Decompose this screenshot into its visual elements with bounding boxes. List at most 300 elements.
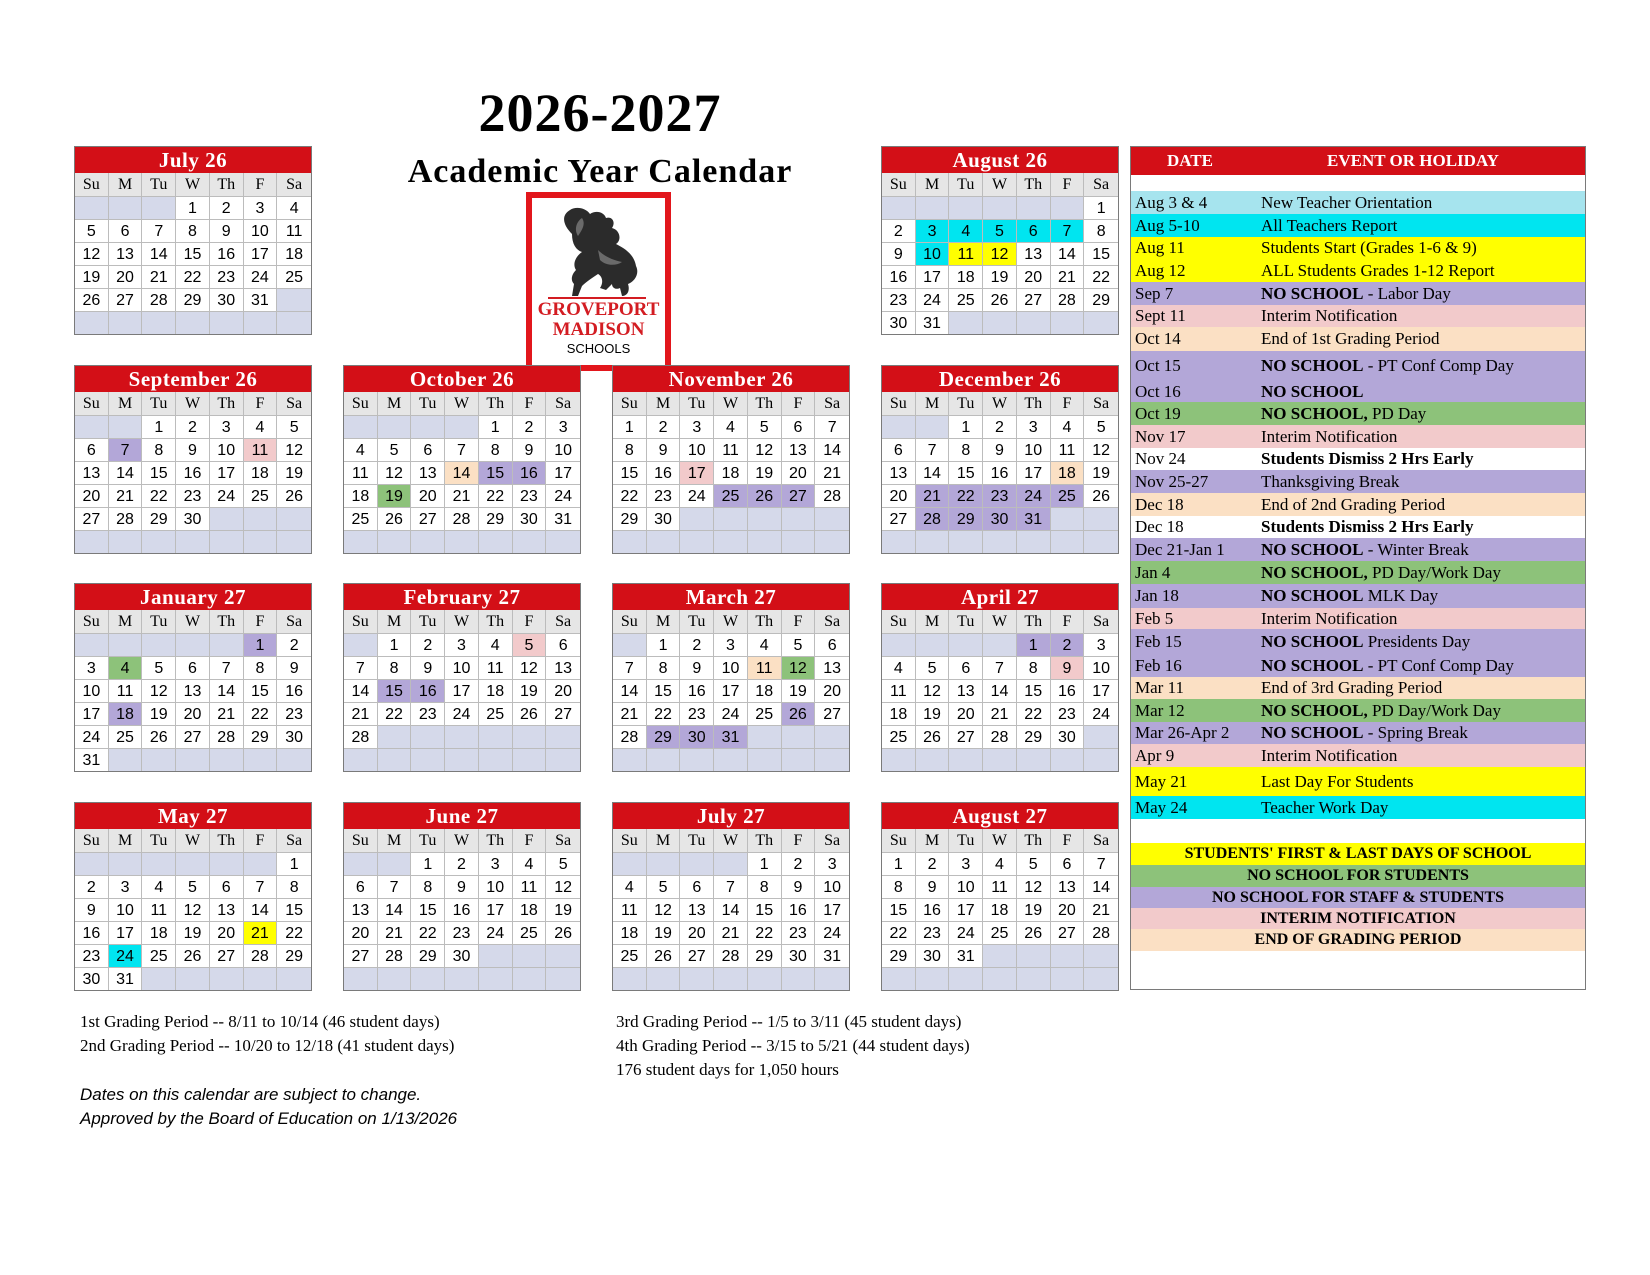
empty-day-cell: [75, 415, 109, 438]
empty-day-cell: [142, 530, 176, 553]
legend-event-text: [1261, 699, 1501, 722]
legend-event-text: [1261, 584, 1438, 608]
empty-day-cell: [613, 967, 647, 990]
month-calendar: [74, 365, 312, 554]
empty-day-cell: [916, 196, 950, 219]
day-cell: 9: [210, 219, 244, 242]
legend-event-emphasis: NO SCHOOL,: [1261, 701, 1368, 720]
empty-day-cell: [445, 967, 479, 990]
empty-day-cell: [210, 311, 244, 334]
legend-event-text: [1261, 608, 1397, 629]
day-cell: 7: [714, 875, 748, 898]
empty-day-cell: [142, 748, 176, 771]
day-cell: 14: [378, 898, 412, 921]
day-cell: 27: [1017, 288, 1051, 311]
empty-day-cell: [613, 633, 647, 656]
day-cell: 6: [109, 219, 143, 242]
day-cell: 2: [680, 633, 714, 656]
empty-day-cell: [411, 725, 445, 748]
empty-day-cell: [882, 415, 916, 438]
day-cell: 10: [479, 875, 513, 898]
day-cell: 7: [109, 438, 143, 461]
day-cell: 6: [546, 633, 580, 656]
day-cell: 2: [647, 415, 681, 438]
day-cell: 26: [378, 507, 412, 530]
empty-day-cell: [748, 748, 782, 771]
month-grid: [882, 610, 1118, 771]
legend-event-row: [1131, 327, 1585, 351]
empty-day-cell: [916, 633, 950, 656]
day-cell: 15: [647, 679, 681, 702]
weekday-header: Su: [882, 173, 916, 196]
day-cell: 26: [916, 725, 950, 748]
day-cell: 9: [513, 438, 547, 461]
day-cell: 25: [513, 921, 547, 944]
day-cell: 18: [142, 921, 176, 944]
day-cell: 17: [949, 898, 983, 921]
day-cell: 23: [647, 484, 681, 507]
legend-event-label: - PT Conf Comp Day: [1363, 656, 1514, 675]
day-cell: 8: [411, 875, 445, 898]
day-cell: 24: [1017, 484, 1051, 507]
day-cell: 19: [142, 702, 176, 725]
day-cell: 7: [1051, 219, 1085, 242]
day-cell: 5: [176, 875, 210, 898]
day-cell: 28: [916, 507, 950, 530]
legend-event-date: Aug 12: [1135, 261, 1186, 280]
month-grid: [882, 173, 1118, 334]
weekday-header: M: [916, 392, 950, 415]
day-cell: 8: [949, 438, 983, 461]
legend-event-label: - Spring Break: [1363, 723, 1468, 742]
weekday-header: F: [244, 829, 278, 852]
empty-day-cell: [244, 507, 278, 530]
legend-event-emphasis: NO SCHOOL: [1261, 382, 1364, 401]
empty-day-cell: [546, 725, 580, 748]
day-cell: 1: [244, 633, 278, 656]
weekday-header: Tu: [949, 610, 983, 633]
day-cell: 6: [210, 875, 244, 898]
school-logo: [526, 192, 671, 371]
legend-event-row: [1131, 608, 1585, 629]
legend-event-text: [1261, 767, 1414, 796]
day-cell: 5: [378, 438, 412, 461]
day-cell: 20: [176, 702, 210, 725]
day-cell: 17: [479, 898, 513, 921]
day-cell: 26: [782, 702, 816, 725]
day-cell: 11: [244, 438, 278, 461]
weekday-header: Th: [210, 173, 244, 196]
month-calendar: [612, 583, 850, 772]
day-cell: 21: [613, 702, 647, 725]
day-cell: 2: [513, 415, 547, 438]
empty-day-cell: [983, 196, 1017, 219]
day-cell: 29: [479, 507, 513, 530]
legend-event-text: [1261, 259, 1495, 282]
weekday-header: Tu: [680, 610, 714, 633]
day-cell: 12: [916, 679, 950, 702]
legend-event-emphasis: NO SCHOOL,: [1261, 563, 1368, 582]
weekday-header: M: [109, 392, 143, 415]
empty-day-cell: [782, 748, 816, 771]
empty-day-cell: [916, 530, 950, 553]
empty-day-cell: [647, 748, 681, 771]
day-cell: 23: [411, 702, 445, 725]
weekday-header: W: [983, 173, 1017, 196]
empty-day-cell: [949, 967, 983, 990]
day-cell: 3: [445, 633, 479, 656]
legend-color-key: INTERIM NOTIFICATION: [1131, 908, 1585, 930]
day-cell: 15: [748, 898, 782, 921]
day-cell: 9: [277, 656, 311, 679]
month-grid: [613, 829, 849, 990]
day-cell: 23: [445, 921, 479, 944]
legend-event-text: [1261, 744, 1397, 767]
legend-event-row: [1131, 516, 1585, 538]
logo-text-schools: SCHOOLS: [566, 341, 631, 356]
weekday-header: Th: [210, 829, 244, 852]
empty-day-cell: [546, 944, 580, 967]
day-cell: 24: [815, 921, 849, 944]
legend-event-emphasis: NO SCHOOL: [1261, 656, 1364, 675]
weekday-header: W: [983, 610, 1017, 633]
day-cell: 14: [1084, 875, 1118, 898]
day-cell: 29: [882, 944, 916, 967]
day-cell: 22: [647, 702, 681, 725]
day-cell: 16: [782, 898, 816, 921]
day-cell: 24: [75, 725, 109, 748]
weekday-header: F: [782, 829, 816, 852]
legend-event-text: [1261, 561, 1501, 584]
day-cell: 7: [445, 438, 479, 461]
weekday-header: Sa: [1084, 829, 1118, 852]
day-cell: 9: [782, 875, 816, 898]
day-cell: 3: [949, 852, 983, 875]
day-cell: 12: [513, 656, 547, 679]
day-cell: 2: [445, 852, 479, 875]
legend-event-row: [1131, 796, 1585, 819]
month-title: December 26: [882, 366, 1118, 392]
day-cell: 7: [1084, 852, 1118, 875]
day-cell: 14: [344, 679, 378, 702]
day-cell: 3: [109, 875, 143, 898]
month-title: August 27: [882, 803, 1118, 829]
weekday-header: Tu: [411, 610, 445, 633]
day-cell: 20: [546, 679, 580, 702]
empty-day-cell: [344, 415, 378, 438]
day-cell: 29: [277, 944, 311, 967]
legend-event-row: [1131, 259, 1585, 282]
weekday-header: F: [513, 829, 547, 852]
day-cell: 16: [210, 242, 244, 265]
day-cell: 3: [244, 196, 278, 219]
empty-day-cell: [748, 725, 782, 748]
day-cell: 20: [1051, 898, 1085, 921]
day-cell: 19: [916, 702, 950, 725]
day-cell: 23: [983, 484, 1017, 507]
legend-event-label: End of 3rd Grading Period: [1261, 678, 1443, 697]
day-cell: 25: [748, 702, 782, 725]
day-cell: 29: [613, 507, 647, 530]
day-cell: 22: [277, 921, 311, 944]
weekday-header: Su: [613, 610, 647, 633]
day-cell: 22: [479, 484, 513, 507]
day-cell: 20: [949, 702, 983, 725]
day-cell: 13: [882, 461, 916, 484]
empty-day-cell: [378, 415, 412, 438]
empty-day-cell: [378, 852, 412, 875]
day-cell: 2: [210, 196, 244, 219]
day-cell: 11: [142, 898, 176, 921]
month-calendar: [881, 146, 1119, 335]
weekday-header: Su: [882, 610, 916, 633]
legend-event-date: Sept 11: [1135, 306, 1186, 325]
empty-day-cell: [815, 530, 849, 553]
day-cell: 16: [983, 461, 1017, 484]
day-cell: 31: [546, 507, 580, 530]
day-cell: 8: [142, 438, 176, 461]
weekday-header: Su: [882, 829, 916, 852]
empty-day-cell: [176, 530, 210, 553]
day-cell: 24: [210, 484, 244, 507]
empty-day-cell: [916, 748, 950, 771]
weekday-header: Th: [210, 610, 244, 633]
day-cell: 21: [344, 702, 378, 725]
day-cell: 25: [882, 725, 916, 748]
day-cell: 19: [277, 461, 311, 484]
day-cell: 11: [613, 898, 647, 921]
empty-day-cell: [815, 748, 849, 771]
empty-day-cell: [680, 748, 714, 771]
day-cell: 19: [647, 921, 681, 944]
day-cell: 29: [748, 944, 782, 967]
day-cell: 14: [109, 461, 143, 484]
month-title: April 27: [882, 584, 1118, 610]
day-cell: 23: [513, 484, 547, 507]
legend-event-text: [1261, 722, 1468, 744]
day-cell: 11: [109, 679, 143, 702]
month-title: September 26: [75, 366, 311, 392]
day-cell: 21: [210, 702, 244, 725]
day-cell: 28: [210, 725, 244, 748]
weekday-header: Tu: [680, 829, 714, 852]
empty-day-cell: [546, 748, 580, 771]
day-cell: 28: [378, 944, 412, 967]
legend-event-row: [1131, 402, 1585, 425]
day-cell: 18: [714, 461, 748, 484]
day-cell: 3: [714, 633, 748, 656]
legend-event-row: [1131, 282, 1585, 305]
day-cell: 22: [613, 484, 647, 507]
day-cell: 17: [1084, 679, 1118, 702]
day-cell: 26: [748, 484, 782, 507]
empty-day-cell: [1084, 725, 1118, 748]
legend-event-label: Presidents Day: [1363, 632, 1471, 651]
month-grid: [75, 392, 311, 553]
empty-day-cell: [142, 967, 176, 990]
weekday-header: Tu: [142, 610, 176, 633]
day-cell: 8: [1017, 656, 1051, 679]
day-cell: 2: [882, 219, 916, 242]
legend-event-label: New Teacher Orientation: [1261, 193, 1433, 212]
day-cell: 5: [546, 852, 580, 875]
day-cell: 15: [176, 242, 210, 265]
day-cell: 9: [680, 656, 714, 679]
day-cell: 23: [277, 702, 311, 725]
empty-day-cell: [1017, 311, 1051, 334]
empty-day-cell: [916, 967, 950, 990]
empty-day-cell: [210, 507, 244, 530]
legend-date-header: DATE: [1167, 151, 1213, 170]
legend-event-label: Last Day For Students: [1261, 772, 1414, 791]
empty-day-cell: [882, 748, 916, 771]
legend-event-label: PD Day/Work Day: [1367, 563, 1501, 582]
day-cell: 18: [983, 898, 1017, 921]
weekday-header: Tu: [142, 829, 176, 852]
empty-day-cell: [109, 852, 143, 875]
empty-day-cell: [210, 748, 244, 771]
legend-event-text: [1261, 538, 1469, 561]
legend-event-text: [1261, 470, 1399, 493]
legend-event-row: [1131, 425, 1585, 448]
legend-event-emphasis: NO SCHOOL: [1261, 632, 1364, 651]
day-cell: 4: [142, 875, 176, 898]
day-cell: 1: [378, 633, 412, 656]
day-cell: 27: [344, 944, 378, 967]
empty-day-cell: [782, 530, 816, 553]
day-cell: 26: [176, 944, 210, 967]
weekday-header: F: [1051, 829, 1085, 852]
day-cell: 5: [1017, 852, 1051, 875]
day-cell: 18: [1051, 461, 1085, 484]
weekday-header: M: [378, 829, 412, 852]
weekday-header: Su: [75, 173, 109, 196]
day-cell: 3: [680, 415, 714, 438]
day-cell: 12: [176, 898, 210, 921]
day-cell: 15: [613, 461, 647, 484]
month-calendar: [881, 802, 1119, 991]
day-cell: 4: [244, 415, 278, 438]
day-cell: 23: [75, 944, 109, 967]
weekday-header: Su: [75, 610, 109, 633]
weekday-header: M: [647, 610, 681, 633]
month-calendar: [74, 802, 312, 991]
empty-day-cell: [513, 748, 547, 771]
weekday-header: M: [647, 392, 681, 415]
legend-event-row: [1131, 767, 1585, 796]
empty-day-cell: [714, 507, 748, 530]
day-cell: 1: [1084, 196, 1118, 219]
legend-event-row: [1131, 699, 1585, 722]
day-cell: 2: [916, 852, 950, 875]
weekday-header: M: [378, 392, 412, 415]
weekday-header: M: [647, 829, 681, 852]
day-cell: 22: [882, 921, 916, 944]
day-cell: 28: [714, 944, 748, 967]
day-cell: 24: [680, 484, 714, 507]
day-cell: 15: [882, 898, 916, 921]
day-cell: 21: [815, 461, 849, 484]
month-grid: [882, 392, 1118, 553]
day-cell: 28: [445, 507, 479, 530]
empty-day-cell: [916, 415, 950, 438]
empty-day-cell: [1051, 311, 1085, 334]
empty-day-cell: [949, 530, 983, 553]
empty-day-cell: [815, 725, 849, 748]
day-cell: 10: [109, 898, 143, 921]
day-cell: 6: [411, 438, 445, 461]
day-cell: 29: [1084, 288, 1118, 311]
day-cell: 17: [244, 242, 278, 265]
empty-day-cell: [411, 415, 445, 438]
day-cell: 24: [1084, 702, 1118, 725]
empty-day-cell: [210, 530, 244, 553]
empty-day-cell: [647, 967, 681, 990]
day-cell: 22: [1017, 702, 1051, 725]
weekday-header: Th: [1017, 610, 1051, 633]
day-cell: 20: [344, 921, 378, 944]
day-cell: 31: [75, 748, 109, 771]
weekday-header: Tu: [949, 829, 983, 852]
day-cell: 19: [378, 484, 412, 507]
day-cell: 30: [680, 725, 714, 748]
weekday-header: Tu: [949, 173, 983, 196]
day-cell: 1: [411, 852, 445, 875]
day-cell: 7: [244, 875, 278, 898]
legend-event-text: [1261, 282, 1451, 305]
empty-day-cell: [815, 967, 849, 990]
weekday-header: W: [176, 392, 210, 415]
empty-day-cell: [176, 311, 210, 334]
empty-day-cell: [344, 967, 378, 990]
day-cell: 14: [916, 461, 950, 484]
day-cell: 30: [277, 725, 311, 748]
weekday-header: M: [916, 610, 950, 633]
month-title: August 26: [882, 147, 1118, 173]
day-cell: 18: [748, 679, 782, 702]
day-cell: 10: [815, 875, 849, 898]
day-cell: 31: [714, 725, 748, 748]
day-cell: 27: [176, 725, 210, 748]
legend-event-label: Interim Notification: [1261, 609, 1398, 628]
month-grid: [75, 173, 311, 334]
day-cell: 28: [815, 484, 849, 507]
empty-day-cell: [109, 748, 143, 771]
legend-event-text: [1261, 655, 1514, 677]
month-title: February 27: [344, 584, 580, 610]
day-cell: 27: [782, 484, 816, 507]
month-grid: [344, 610, 580, 771]
month-calendar: [881, 365, 1119, 554]
weekday-header: W: [445, 829, 479, 852]
day-cell: 8: [882, 875, 916, 898]
legend-event-label: End of 1st Grading Period: [1261, 329, 1440, 348]
legend-event-date: May 24: [1135, 798, 1188, 817]
empty-day-cell: [1051, 530, 1085, 553]
month-grid: [613, 392, 849, 553]
day-cell: 25: [344, 507, 378, 530]
day-cell: 28: [142, 288, 176, 311]
legend-event-text: [1261, 191, 1432, 214]
day-cell: 25: [1051, 484, 1085, 507]
day-cell: 4: [1051, 415, 1085, 438]
empty-day-cell: [378, 530, 412, 553]
legend-event-row: [1131, 381, 1585, 402]
empty-day-cell: [983, 748, 1017, 771]
empty-day-cell: [277, 748, 311, 771]
weekday-header: Th: [748, 829, 782, 852]
empty-day-cell: [176, 967, 210, 990]
